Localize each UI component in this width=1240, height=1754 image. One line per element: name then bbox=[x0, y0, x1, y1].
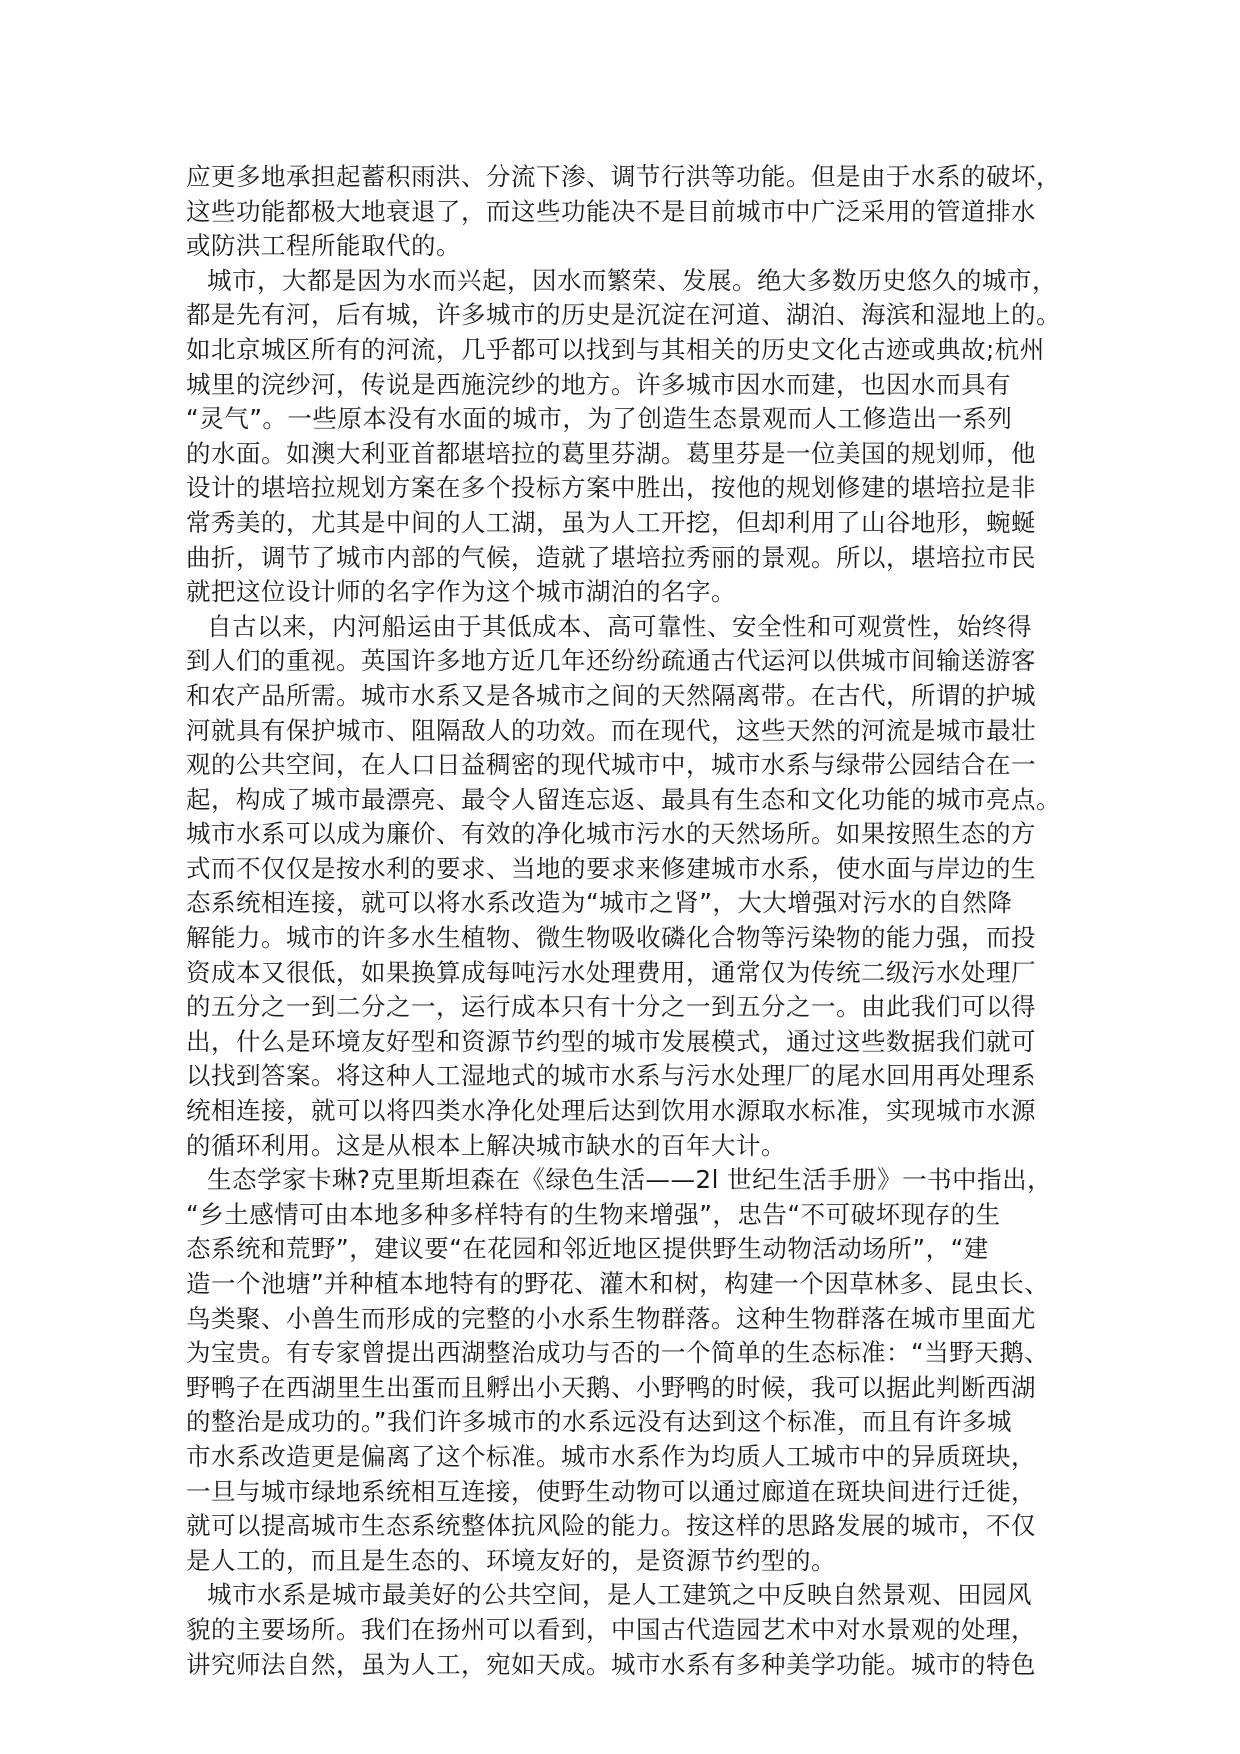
text-line: 到人们的重视。英国许多地方近几年还纷纷疏通古代运河以供城市间输送游客 bbox=[186, 646, 1036, 676]
text-line: 或防洪工程所能取代的。 bbox=[186, 231, 461, 261]
text-line: 以找到答案。将这种人工湿地式的城市水系与污水处理厂的尾水回用再处理系 bbox=[186, 1061, 1036, 1091]
text-line: 造一个池塘”并种植本地特有的野花、灌木和树，构建一个因草林多、昆虫长、 bbox=[186, 1269, 1050, 1298]
text-line: 就把这位设计师的名字作为这个城市湖泊的名字。 bbox=[186, 577, 736, 607]
text-line: 统相连接，就可以将四类水净化处理后达到饮用水源取水标准，实现城市水源 bbox=[186, 1096, 1036, 1126]
text-line: 城市水系可以成为廉价、有效的净化城市污水的天然场所。如果按照生态的方 bbox=[186, 819, 1036, 849]
text-line: “乡土感情可由本地多种多样特有的生物来增强”，忠告“不可破坏现存的生 bbox=[186, 1199, 1001, 1229]
text-line: 市水系改造更是偏离了这个标准。城市水系作为均质人工城市中的异质斑块， bbox=[186, 1441, 1036, 1471]
text-line: 鸟类聚、小兽生而形成的完整的小水系生物群落。这种生物群落在城市里面尤 bbox=[186, 1303, 1036, 1333]
body-text bbox=[186, 160, 1061, 1682]
text-line: 的水面。如澳大利亚首都堪培拉的葛里芬湖。葛里芬是一位美国的规划师，他 bbox=[186, 438, 1036, 468]
text-line: 出，什么是环境友好型和资源节约型的城市发展模式，通过这些数据我们就可 bbox=[186, 1026, 1036, 1056]
text-line: 资成本又很低，如果换算成每吨污水处理费用，通常仅为传统二级污水处理厂 bbox=[186, 957, 1036, 987]
text-line: 应更多地承担起蓄积雨洪、分流下渗、调节行洪等功能。但是由于水系的破坏， bbox=[186, 162, 1061, 191]
text-line: 这些功能都极大地衰退了，而这些功能决不是目前城市中广泛采用的管道排水 bbox=[186, 196, 1036, 226]
paragraph-first-line: 城市水系是城市最美好的公共空间，是人工建筑之中反映自然景观、田园风 bbox=[207, 1580, 1032, 1610]
paragraph-first-line: 城市，大都是因为水而兴起，因水而繁荣、发展。绝大多数历史悠久的城市， bbox=[207, 265, 1057, 295]
text-line: 设计的堪培拉规划方案在多个投标方案中胜出，按他的规划修建的堪培拉是非 bbox=[186, 473, 1036, 503]
text-line: 是人工的，而且是生态的、环境友好的，是资源节约型的。 bbox=[186, 1545, 836, 1575]
text-line: 式而不仅仅是按水利的要求、当地的要求来修建城市水系，使水面与岸边的生 bbox=[186, 853, 1036, 883]
text-line: 态系统相连接，就可以将水系改造为“城市之肾”，大大增强对污水的自然降 bbox=[186, 888, 1013, 918]
text-line: 野鸭子在西湖里生出蛋而且孵出小天鹅、小野鸭的时候，我可以据此判断西湖 bbox=[186, 1372, 1036, 1402]
text-line: 曲折，调节了城市内部的气候，造就了堪培拉秀丽的景观。所以，堪培拉市民 bbox=[186, 542, 1036, 572]
text-line: 的循环利用。这是从根本上解决城市缺水的百年大计。 bbox=[186, 1130, 786, 1160]
paragraph-first-line: 自古以来，内河船运由于其低成本、高可靠性、安全性和可观赏性，始终得 bbox=[207, 611, 1032, 641]
text-line: 河就具有保护城市、阻隔敌人的功效。而在现代，这些天然的河流是城市最壮 bbox=[186, 715, 1036, 745]
text-line: 都是先有河，后有城，许多城市的历史是沉淀在河道、湖泊、海滨和湿地上的。 bbox=[186, 300, 1061, 330]
text-line: 解能力。城市的许多水生植物、微生物吸收磷化合物等污染物的能力强，而投 bbox=[186, 923, 1036, 953]
text-line: 的整治是成功的。”我们许多城市的水系远没有达到这个标准，而且有许多城 bbox=[186, 1407, 1012, 1437]
text-line: 如北京城区所有的河流，几乎都可以找到与其相关的历史文化古迹或典故;杭州 bbox=[186, 334, 1045, 364]
text-line: 为宝贵。有专家曾提出西湖整治成功与否的一个简单的生态标准：“当野天鹅、 bbox=[186, 1338, 1050, 1368]
paragraph-first-line: 生态学家卡琳?克里斯坦森在《绿色生活——2l 世纪生活手册》一书中指出， bbox=[207, 1165, 1053, 1195]
text-line: 就可以提高城市生态系统整体抗风险的能力。按这样的思路发展的城市，不仅 bbox=[186, 1511, 1036, 1541]
text-line: 常秀美的，尤其是中间的人工湖，虽为人工开挖，但却利用了山谷地形，蜿蜒 bbox=[186, 507, 1036, 537]
text-line: 观的公共空间，在人口日益稠密的现代城市中，城市水系与绿带公园结合在一 bbox=[186, 750, 1036, 780]
text-line: 一旦与城市绿地系统相互连接，使野生动物可以通过廊道在斑块间进行迁徙， bbox=[186, 1476, 1036, 1506]
text-line: 的五分之一到二分之一，运行成本只有十分之一到五分之一。由此我们可以得 bbox=[186, 992, 1036, 1022]
text-line: 态系统和荒野”，建议要“在花园和邻近地区提供野生动物活动场所”，“建 bbox=[186, 1234, 989, 1264]
text-line: 起，构成了城市最漂亮、最令人留连忘返、最具有生态和文化功能的城市亮点。 bbox=[186, 784, 1061, 814]
text-line: “灵气”。一些原本没有水面的城市，为了创造生态景观而人工修造出一系列 bbox=[186, 404, 1013, 434]
text-line: 城里的浣纱河，传说是西施浣纱的地方。许多城市因水而建，也因水而具有 bbox=[186, 369, 1011, 399]
text-line: 讲究师法自然，虽为人工，宛如天成。城市水系有多种美学功能。城市的特色 bbox=[186, 1649, 1036, 1679]
text-line: 貌的主要场所。我们在扬州可以看到，中国古代造园艺术中对水景观的处理， bbox=[186, 1614, 1036, 1644]
text-line: 和农产品所需。城市水系又是各城市之间的天然隔离带。在古代，所谓的护城 bbox=[186, 680, 1036, 710]
